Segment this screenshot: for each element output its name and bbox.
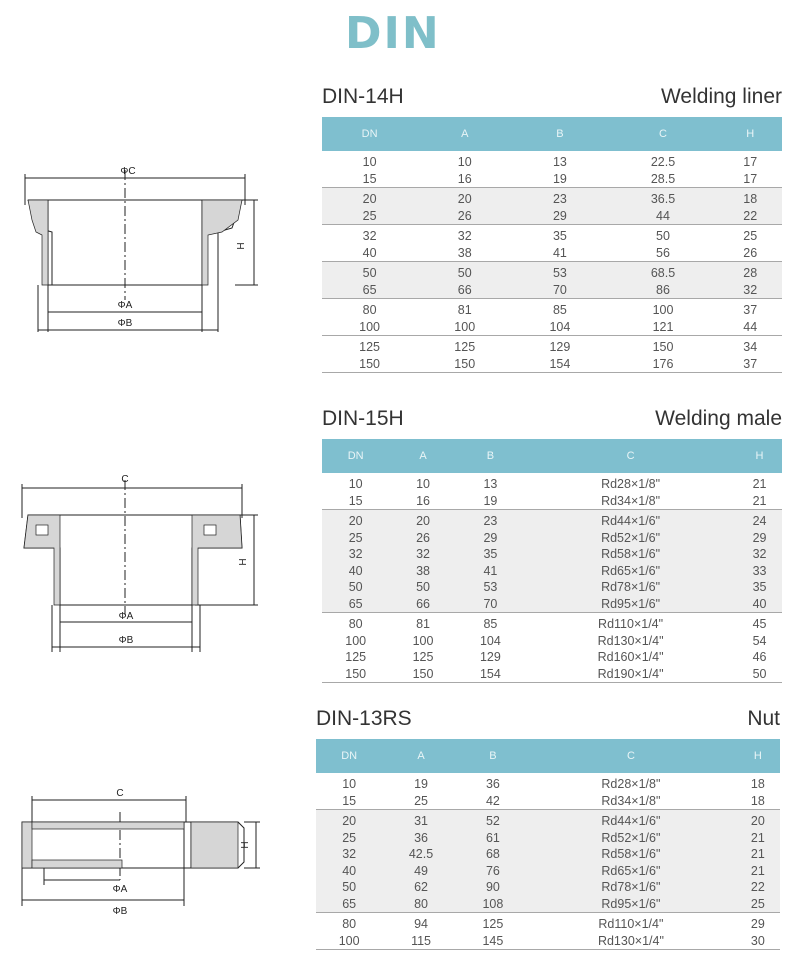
- cell-h: 21: [736, 863, 780, 880]
- table-row: [322, 225, 782, 245]
- cell-b: 154: [512, 356, 607, 373]
- cell-dn: 25: [322, 530, 389, 547]
- cell-dn: 125: [359, 340, 380, 354]
- cell-dn: 32: [322, 546, 389, 563]
- cell-b: 85: [552, 303, 567, 317]
- cell-c: Rd58×1/6": [526, 846, 736, 863]
- cell-a: 66: [417, 282, 512, 299]
- table-row: [316, 793, 780, 810]
- cell-dn: 20: [316, 810, 382, 830]
- column-header-a: A: [389, 439, 456, 473]
- cell-h: 37: [743, 303, 758, 317]
- cell-a: 20: [417, 188, 512, 208]
- cell-b: 129: [549, 340, 571, 354]
- label-a: ΦA: [112, 884, 128, 895]
- column-header-dn: DN: [322, 117, 417, 151]
- cell-dn: 15: [316, 793, 382, 810]
- table-row: [316, 913, 780, 933]
- cell-b: 23: [457, 510, 524, 530]
- cell-a: 100: [412, 633, 434, 648]
- cell-dn: 80: [362, 303, 377, 317]
- cell-c: Rd28×1/8": [601, 477, 661, 491]
- cell-c: Rd130×1/4": [526, 933, 736, 950]
- cell-b: 41: [457, 563, 524, 580]
- cell-b: 70: [512, 282, 607, 299]
- section-code: DIN-15H: [322, 407, 404, 430]
- cell-a: 16: [389, 493, 456, 510]
- cell-c: 36.5: [607, 188, 718, 208]
- cell-a: 20: [389, 510, 456, 530]
- table-body: [316, 773, 780, 950]
- cell-c: Rd110×1/4": [598, 917, 664, 931]
- cell-a: 26: [389, 530, 456, 547]
- cell-c: Rd95×1/6": [526, 896, 736, 913]
- table-row: [322, 282, 782, 299]
- cell-a: 31: [382, 810, 459, 830]
- cell-dn: 50: [316, 879, 382, 896]
- section-type: Nut: [747, 707, 780, 730]
- cell-a: 50: [417, 262, 512, 282]
- cell-dn: 15: [322, 171, 417, 188]
- section-din-15h: [322, 404, 782, 694]
- cell-c: Rd95×1/6": [524, 596, 737, 613]
- column-header-b: B: [512, 117, 607, 151]
- column-header-h: H: [737, 439, 782, 473]
- column-header-a: A: [417, 117, 512, 151]
- cell-c: 28.5: [607, 171, 718, 188]
- cell-dn: 20: [322, 510, 389, 530]
- cell-a: 36: [382, 830, 459, 847]
- cell-h: 25: [743, 229, 758, 243]
- cell-dn: 50: [322, 579, 389, 596]
- cell-dn: 65: [322, 596, 389, 613]
- table-row: [322, 596, 782, 613]
- cell-c: Rd190×1/4": [524, 666, 737, 683]
- cell-a: 125: [412, 650, 434, 664]
- section-code: DIN-13RS: [316, 707, 412, 730]
- column-header-h: H: [736, 739, 780, 773]
- table-row: [316, 933, 780, 950]
- cell-c: 68.5: [607, 262, 718, 282]
- table-row: [322, 188, 782, 208]
- cell-c: Rd44×1/6": [524, 510, 737, 530]
- cell-a: 115: [382, 933, 459, 950]
- table-row: [316, 773, 780, 793]
- cell-c: Rd78×1/6": [526, 879, 736, 896]
- column-header-dn: DN: [322, 439, 389, 473]
- cell-dn: 80: [348, 617, 363, 631]
- cell-h: 28: [719, 262, 782, 282]
- cell-a: 81: [416, 617, 430, 631]
- cell-dn: 65: [316, 896, 382, 913]
- cell-b: 13: [552, 155, 567, 169]
- table-header-row: [322, 439, 782, 473]
- table-row: [322, 245, 782, 262]
- cell-dn: 32: [362, 229, 377, 243]
- cell-b: 68: [460, 846, 526, 863]
- cell-a: 19: [414, 777, 428, 791]
- cell-c: 50: [656, 229, 670, 243]
- cell-a: 66: [389, 596, 456, 613]
- column-header-b: B: [460, 739, 526, 773]
- section-din-13rs: [316, 704, 780, 974]
- cell-c: 22.5: [650, 155, 676, 169]
- cell-c: Rd28×1/8": [601, 777, 661, 791]
- brand-logo: DIN: [345, 8, 441, 59]
- cell-b: 42: [460, 793, 526, 810]
- drawing-welding-male: [10, 470, 260, 655]
- cell-dn: 125: [345, 650, 367, 664]
- cell-c: 150: [652, 340, 674, 354]
- cell-h: 29: [737, 530, 782, 547]
- cell-c: Rd52×1/6": [526, 830, 736, 847]
- cell-dn: 10: [362, 155, 377, 169]
- label-a: ΦA: [118, 611, 134, 622]
- cell-a: 10: [457, 155, 472, 169]
- drawing-welding-liner: [10, 160, 260, 340]
- cell-b: 19: [512, 171, 607, 188]
- section-code: DIN-14H: [322, 85, 404, 108]
- cell-b: 104: [479, 633, 501, 648]
- table-row: [316, 846, 780, 863]
- cell-h: 54: [752, 633, 767, 648]
- cell-h: 30: [736, 933, 780, 950]
- cell-a: 81: [457, 303, 472, 317]
- section-din-14h: [322, 82, 782, 371]
- cell-c: 176: [607, 356, 718, 373]
- label-h: H: [236, 242, 247, 250]
- table-row: [322, 299, 782, 319]
- label-b: ΦB: [117, 318, 133, 329]
- cell-h: 25: [736, 896, 780, 913]
- cell-h: 21: [737, 493, 782, 510]
- cell-b: 90: [460, 879, 526, 896]
- table-row: [316, 810, 780, 830]
- cell-h: 33: [737, 563, 782, 580]
- cell-h: 21: [752, 477, 767, 491]
- cell-h: 17: [743, 155, 758, 169]
- table-header-row: [316, 739, 780, 773]
- table-row: [322, 530, 782, 547]
- table-row: [316, 863, 780, 880]
- cell-dn: 100: [345, 633, 367, 648]
- cell-c: 44: [607, 208, 718, 225]
- cell-h: 24: [737, 510, 782, 530]
- cell-b: 70: [457, 596, 524, 613]
- table-row: [322, 262, 782, 282]
- cell-h: 34: [743, 340, 758, 354]
- cell-b: 61: [460, 830, 526, 847]
- cell-c: 86: [607, 282, 718, 299]
- cell-dn: 20: [322, 188, 417, 208]
- cell-a: 50: [389, 579, 456, 596]
- cell-h: 45: [752, 617, 767, 631]
- label-a: ΦA: [117, 300, 133, 311]
- cell-a: 38: [417, 245, 512, 262]
- cell-c: 100: [652, 303, 674, 317]
- cell-a: 38: [389, 563, 456, 580]
- cell-c: Rd65×1/6": [524, 563, 737, 580]
- label-c: C: [121, 474, 129, 485]
- column-header-c: C: [526, 739, 736, 773]
- cell-a: 62: [382, 879, 459, 896]
- table-row: [322, 613, 782, 633]
- column-header-c: C: [524, 439, 737, 473]
- column-header-dn: DN: [316, 739, 382, 773]
- cell-c: Rd130×1/4": [597, 633, 664, 648]
- cell-h: 22: [736, 879, 780, 896]
- table-row: [322, 473, 782, 493]
- cell-b: 125: [482, 917, 504, 931]
- cell-dn: 150: [322, 666, 389, 683]
- cell-dn: 40: [322, 563, 389, 580]
- cell-h: 17: [719, 171, 782, 188]
- cell-a: 49: [382, 863, 459, 880]
- cell-a: 150: [417, 356, 512, 373]
- cell-b: 36: [485, 777, 500, 791]
- cell-a: 32: [389, 546, 456, 563]
- cell-c: 121: [607, 319, 718, 336]
- cell-h: 44: [719, 319, 782, 336]
- table-row: [322, 510, 782, 530]
- table-row: [322, 356, 782, 373]
- cell-a: 25: [382, 793, 459, 810]
- table-row: [316, 896, 780, 913]
- cell-b: 35: [552, 229, 567, 243]
- cell-dn: 80: [342, 917, 357, 931]
- cell-dn: 40: [322, 245, 417, 262]
- column-header-b: B: [457, 439, 524, 473]
- cell-b: 41: [512, 245, 607, 262]
- cell-a: 94: [414, 917, 428, 931]
- cell-dn: 10: [348, 477, 363, 491]
- table-row: [322, 563, 782, 580]
- cell-c: Rd58×1/6": [524, 546, 737, 563]
- cell-h: 50: [737, 666, 782, 683]
- cell-b: 23: [512, 188, 607, 208]
- cell-h: 46: [752, 650, 767, 664]
- cell-h: 21: [736, 830, 780, 847]
- cell-a: 150: [389, 666, 456, 683]
- cell-h: 21: [736, 846, 780, 863]
- label-h: H: [238, 558, 249, 566]
- cell-h: 32: [719, 282, 782, 299]
- cell-h: 18: [719, 188, 782, 208]
- cell-h: 35: [737, 579, 782, 596]
- cell-b: 104: [512, 319, 607, 336]
- cell-h: 40: [737, 596, 782, 613]
- table-row: [322, 633, 782, 650]
- cell-h: 26: [719, 245, 782, 262]
- cell-dn: 40: [316, 863, 382, 880]
- cell-c: Rd34×1/8": [524, 493, 737, 510]
- cell-c: Rd110×1/4": [598, 617, 664, 631]
- table-row: [322, 171, 782, 188]
- cell-h: 22: [719, 208, 782, 225]
- table-row: [322, 336, 782, 356]
- cell-dn: 100: [322, 319, 417, 336]
- label-b: ΦB: [118, 635, 134, 646]
- label-b: ΦB: [112, 906, 128, 917]
- cell-dn: 150: [322, 356, 417, 373]
- column-header-h: H: [719, 117, 782, 151]
- cell-dn: 65: [322, 282, 417, 299]
- column-header-a: A: [382, 739, 459, 773]
- cell-a: 100: [417, 319, 512, 336]
- label-c: C: [116, 788, 124, 799]
- table-body: [322, 473, 782, 683]
- table-row: [322, 493, 782, 510]
- cell-c: Rd65×1/6": [526, 863, 736, 880]
- table-row: [316, 830, 780, 847]
- cell-dn: 25: [322, 208, 417, 225]
- cell-c: Rd52×1/6": [524, 530, 737, 547]
- cell-dn: 15: [322, 493, 389, 510]
- section-type: Welding liner: [660, 85, 782, 108]
- cell-c: Rd78×1/6": [524, 579, 737, 596]
- cell-h: 18: [736, 793, 780, 810]
- cell-b: 53: [457, 579, 524, 596]
- cell-b: 85: [483, 617, 498, 631]
- cell-h: 20: [736, 810, 780, 830]
- table-row: [322, 546, 782, 563]
- table-row: [322, 666, 782, 683]
- drawing-nut: [8, 780, 268, 925]
- cell-dn: 32: [316, 846, 382, 863]
- cell-b: 53: [512, 262, 607, 282]
- cell-a: 16: [417, 171, 512, 188]
- table-row: [322, 208, 782, 225]
- table-row: [322, 649, 782, 666]
- cell-c: Rd34×1/8": [526, 793, 736, 810]
- cell-dn: 10: [342, 777, 357, 791]
- cell-b: 35: [457, 546, 524, 563]
- label-c: ΦC: [120, 166, 136, 177]
- table-row: [322, 151, 782, 171]
- cell-b: 76: [460, 863, 526, 880]
- cell-dn: 100: [316, 933, 382, 950]
- cell-b: 129: [479, 650, 501, 664]
- table-row: [316, 879, 780, 896]
- cell-a: 10: [416, 477, 430, 491]
- cell-dn: 25: [316, 830, 382, 847]
- cell-b: 145: [460, 933, 526, 950]
- cell-h: 37: [719, 356, 782, 373]
- spec-table: [322, 117, 782, 373]
- cell-b: 29: [512, 208, 607, 225]
- cell-c: 56: [607, 245, 718, 262]
- spec-table: [322, 439, 782, 683]
- cell-a: 80: [382, 896, 459, 913]
- cell-a: 125: [454, 340, 476, 354]
- cell-h: 32: [737, 546, 782, 563]
- cell-c: Rd44×1/6": [526, 810, 736, 830]
- column-header-c: C: [607, 117, 718, 151]
- spec-table: [316, 739, 780, 950]
- cell-b: 154: [457, 666, 524, 683]
- section-type: Welding male: [655, 407, 782, 430]
- cell-b: 108: [460, 896, 526, 913]
- table-row: [322, 579, 782, 596]
- cell-a: 32: [457, 229, 472, 243]
- cell-a: 42.5: [382, 846, 459, 863]
- cell-b: 13: [483, 477, 498, 491]
- table-body: [322, 151, 782, 373]
- cell-dn: 50: [322, 262, 417, 282]
- cell-a: 26: [417, 208, 512, 225]
- cell-c: Rd160×1/4": [597, 650, 664, 664]
- table-row: [322, 319, 782, 336]
- cell-h: 29: [750, 917, 765, 931]
- table-header-row: [322, 117, 782, 151]
- label-h: H: [240, 841, 251, 849]
- cell-b: 52: [460, 810, 526, 830]
- cell-h: 18: [750, 777, 765, 791]
- cell-b: 19: [457, 493, 524, 510]
- cell-b: 29: [457, 530, 524, 547]
